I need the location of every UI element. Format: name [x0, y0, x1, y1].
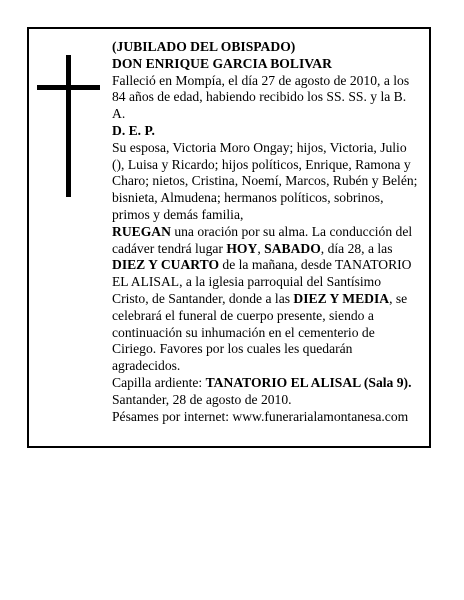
- capilla-line: Capilla ardiente: TANATORIO EL ALISAL (Sala 9).: [112, 374, 412, 390]
- death-text: Falleció en Mompía, el día 27 de agosto de 2010, a los 84 años de edad, habiendo recibido los SS. SS. y la B. A.: [112, 72, 410, 122]
- time-label-2: DIEZ Y MEDIA: [293, 290, 390, 306]
- ruegan-label: RUEGAN: [112, 223, 171, 239]
- dep-label: D. E. P.: [112, 122, 155, 138]
- ceremony-text: RUEGAN una oración por su alma. La conducción del cadáver tendrá lugar HOY, SABADO, día 28, a las DIEZ Y CUARTO de la mañana, desde TANATORIO EL ALISAL, a la iglesia parroquial del Santísimo Cristo, de Santander, donde a las DIEZ Y MEDIA, se celebrará el funeral de cuerpo presente, siendo a continuación su inhumación en el cementerio de Ciriego. Favores por los cuales les quedarán agradecidos.: [112, 223, 413, 374]
- cross-icon: [66, 55, 71, 197]
- sabado-label: SABADO: [264, 240, 321, 256]
- date-line: Santander, 28 de agosto de 2010.: [112, 391, 292, 407]
- time-label-1: DIEZ Y CUARTO: [112, 257, 220, 273]
- obituary-text: [112, 39, 420, 425]
- cross-icon-crossbar: [37, 85, 100, 90]
- header-line-1: (JUBILADO DEL OBISPADO): [112, 39, 296, 54]
- hoy-label: HOY: [226, 240, 258, 256]
- pesames-line: Pésames por internet: www.funerarialamontanesa.com: [112, 408, 409, 424]
- family-text: Su esposa, Victoria Moro Ongay; hijos, Victoria, Julio (), Luisa y Ricardo; hijos políticos, Enrique, Ramona y Charo; nietos, Cristina, Noemí, Marcos, Rubén y Belén; bisnieta, Almudena; hermanos políticos, sobrinos, primos y demás familia,: [112, 139, 418, 222]
- capilla-value: TANATORIO EL ALISAL (Sala 9).: [205, 374, 412, 390]
- deceased-name: DON ENRIQUE GARCIA BOLIVAR: [112, 55, 332, 71]
